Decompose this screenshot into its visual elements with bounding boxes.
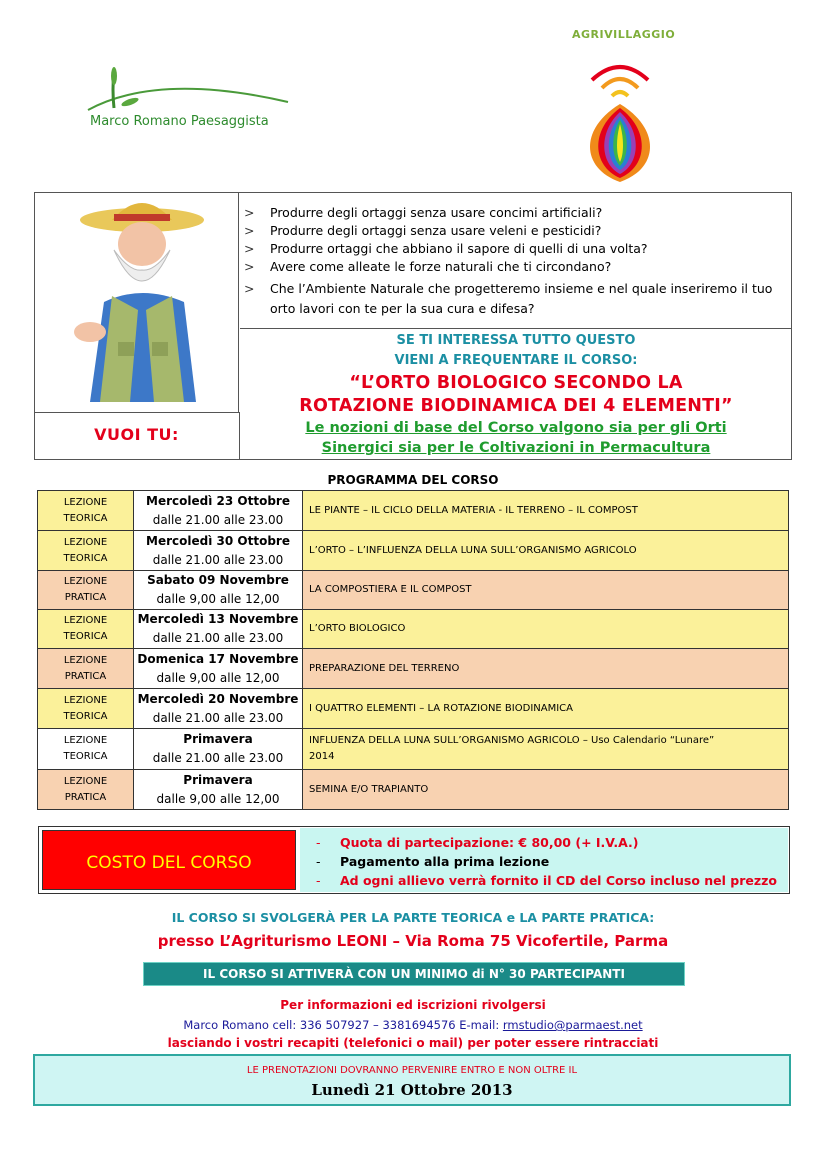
table-row [38, 531, 789, 571]
table-row [38, 770, 789, 810]
list-item: - Ad ogni allievo verrà fornito il CD del Corso incluso nel prezzo [316, 873, 778, 888]
lesson-type: LEZIONE PRATICA [38, 770, 134, 810]
dash-icon: - [316, 854, 321, 869]
lesson-type: LEZIONE TEORICA [38, 491, 134, 531]
lesson-topic: LA COMPOSTIERA E IL COMPOST [303, 571, 789, 610]
lesson-topic: INFLUENZA DELLA LUNA SULL’ORGANISMO AGRICOLO – Uso Calendario “Lunare” 2014 [303, 729, 789, 770]
plant-sprout-icon [78, 62, 298, 122]
venue-line-1: IL CORSO SI SVOLGERÀ PER LA PARTE TEORICA e LA PARTE PRATICA: [171, 910, 655, 925]
minimum-banner [143, 962, 685, 986]
cost-label-box [42, 830, 296, 890]
booking-box [33, 1054, 791, 1106]
table-row [38, 610, 789, 649]
questions-list [240, 192, 792, 329]
onion-wifi-icon [560, 48, 710, 188]
vuoi-tu-cell [34, 412, 240, 460]
course-title-line-2: ROTAZIONE BIODINAMICA DEI 4 ELEMENTI” [299, 396, 733, 416]
lesson-topic: PREPARAZIONE DEL TERRENO [303, 649, 789, 689]
list-item: > Avere come alleate le forze naturali che ti circondano? [244, 259, 612, 274]
dash-icon: - [316, 873, 321, 888]
lesson-topic: L’ORTO – L’INFLUENZA DELLA LUNA SULL’ORGANISMO AGRICOLO [303, 531, 789, 571]
interest-line-1: SE TI INTERESSA TUTTO QUESTO [396, 333, 636, 348]
venue-line-2: presso L’Agriturismo LEONI – Via Roma 75 Vicofertile, Parma [157, 932, 669, 950]
interest-line-2: VIENI A FREQUENTARE IL CORSO: [394, 353, 638, 368]
booking-text: LE PRENOTAZIONI DOVRANNO PERVENIRE ENTRO E NON OLTRE IL [246, 1065, 578, 1076]
lesson-type: LEZIONE TEORICA [38, 729, 134, 770]
minimum-text: IL CORSO SI ATTIVERÀ CON UN MINIMO di N° 30 PARTECIPANTI [203, 967, 625, 981]
note-line-1: Le nozioni di base del Corso valgono sia per gli Orti [305, 420, 727, 436]
program-table [37, 490, 789, 810]
lesson-date: Mercoledì 30 Ottobre dalle 21.00 alle 23.00 [134, 531, 303, 571]
course-title-line-1: “L’ORTO BIOLOGICO SECONDO LA [349, 373, 683, 393]
lesson-topic: LE PIANTE – IL CICLO DELLA MATERIA - IL TERRENO – IL COMPOST [303, 491, 789, 531]
lesson-type: LEZIONE TEORICA [38, 689, 134, 729]
booking-date: Lunedì 21 Ottobre 2013 [311, 1081, 513, 1099]
list-item: > Produrre degli ortaggi senza usare concimi artificiali? [244, 205, 603, 220]
email-link[interactable]: rmstudio@parmaest.net [502, 1018, 643, 1032]
lesson-topic: SEMINA E/O TRAPIANTO [303, 770, 789, 810]
question-continuation: orto lavori con te per la sua cura e difesa? [270, 301, 535, 316]
bullet-icon: > [244, 241, 255, 256]
bullet-icon: > [244, 259, 255, 274]
lesson-type: LEZIONE PRATICA [38, 649, 134, 689]
table-row [38, 649, 789, 689]
bullet-icon: > [244, 205, 255, 220]
logo-left-text: Marco Romano Paesaggista [90, 114, 269, 129]
marco-romano-logo [78, 62, 298, 142]
lesson-topic: L’ORTO BIOLOGICO [303, 610, 789, 649]
farmer-icon [34, 192, 238, 410]
table-row [38, 689, 789, 729]
table-row [38, 491, 789, 531]
list-item: > Che l’Ambiente Naturale che progetteremo insieme e nel quale inseriremo il tuo [244, 281, 773, 296]
lesson-date: Sabato 09 Novembre dalle 9,00 alle 12,00 [134, 571, 303, 610]
lesson-date: Primavera dalle 21.00 alle 23.00 [134, 729, 303, 770]
lesson-topic: I QUATTRO ELEMENTI – LA ROTAZIONE BIODINAMICA [303, 689, 789, 729]
cost-details [300, 828, 788, 892]
cost-label: COSTO DEL CORSO [86, 853, 252, 873]
list-item: - Pagamento alla prima lezione [316, 854, 550, 869]
vuoi-tu-label: VUOI TU: [94, 425, 179, 444]
lesson-date: Mercoledì 13 Novembre dalle 21.00 alle 23.00 [134, 610, 303, 649]
bullet-icon: > [244, 223, 255, 238]
info-note: lasciando i vostri recapiti (telefonici o mail) per poter essere rintracciati [167, 1036, 659, 1050]
program-title: PROGRAMMA DEL CORSO [327, 473, 499, 487]
bullet-icon: > [244, 281, 255, 296]
lesson-date: Mercoledì 20 Novembre dalle 21.00 alle 23.00 [134, 689, 303, 729]
list-item: > Produrre degli ortaggi senza usare veleni e pesticidi? [244, 223, 602, 238]
lesson-date: Primavera dalle 9,00 alle 12,00 [134, 770, 303, 810]
lesson-type: LEZIONE PRATICA [38, 571, 134, 610]
farmer-illustration [34, 192, 239, 412]
table-row [38, 729, 789, 770]
list-item: - Quota di partecipazione: € 80,00 (+ I.V.A.) [316, 835, 639, 850]
note-line-2: Sinergici sia per le Coltivazioni in Permacultura [321, 440, 711, 456]
lesson-type: LEZIONE TEORICA [38, 531, 134, 571]
info-heading: Per informazioni ed iscrizioni rivolgersi [280, 998, 546, 1012]
lesson-type: LEZIONE TEORICA [38, 610, 134, 649]
table-row [38, 571, 789, 610]
contact-line: Marco Romano cell: 336 507927 – 3381694576 E-mail: rmstudio@parmaest.net [183, 1018, 643, 1032]
dash-icon: - [316, 835, 321, 850]
logo-right-text: AGRIVILLAGGIO [572, 28, 676, 41]
lesson-date: Domenica 17 Novembre dalle 9,00 alle 12,00 [134, 649, 303, 689]
lesson-date: Mercoledì 23 Ottobre dalle 21.00 alle 23.00 [134, 491, 303, 531]
agrivillaggio-logo [560, 26, 710, 186]
list-item: > Produrre ortaggi che abbiano il sapore di quelli di una volta? [244, 241, 648, 256]
